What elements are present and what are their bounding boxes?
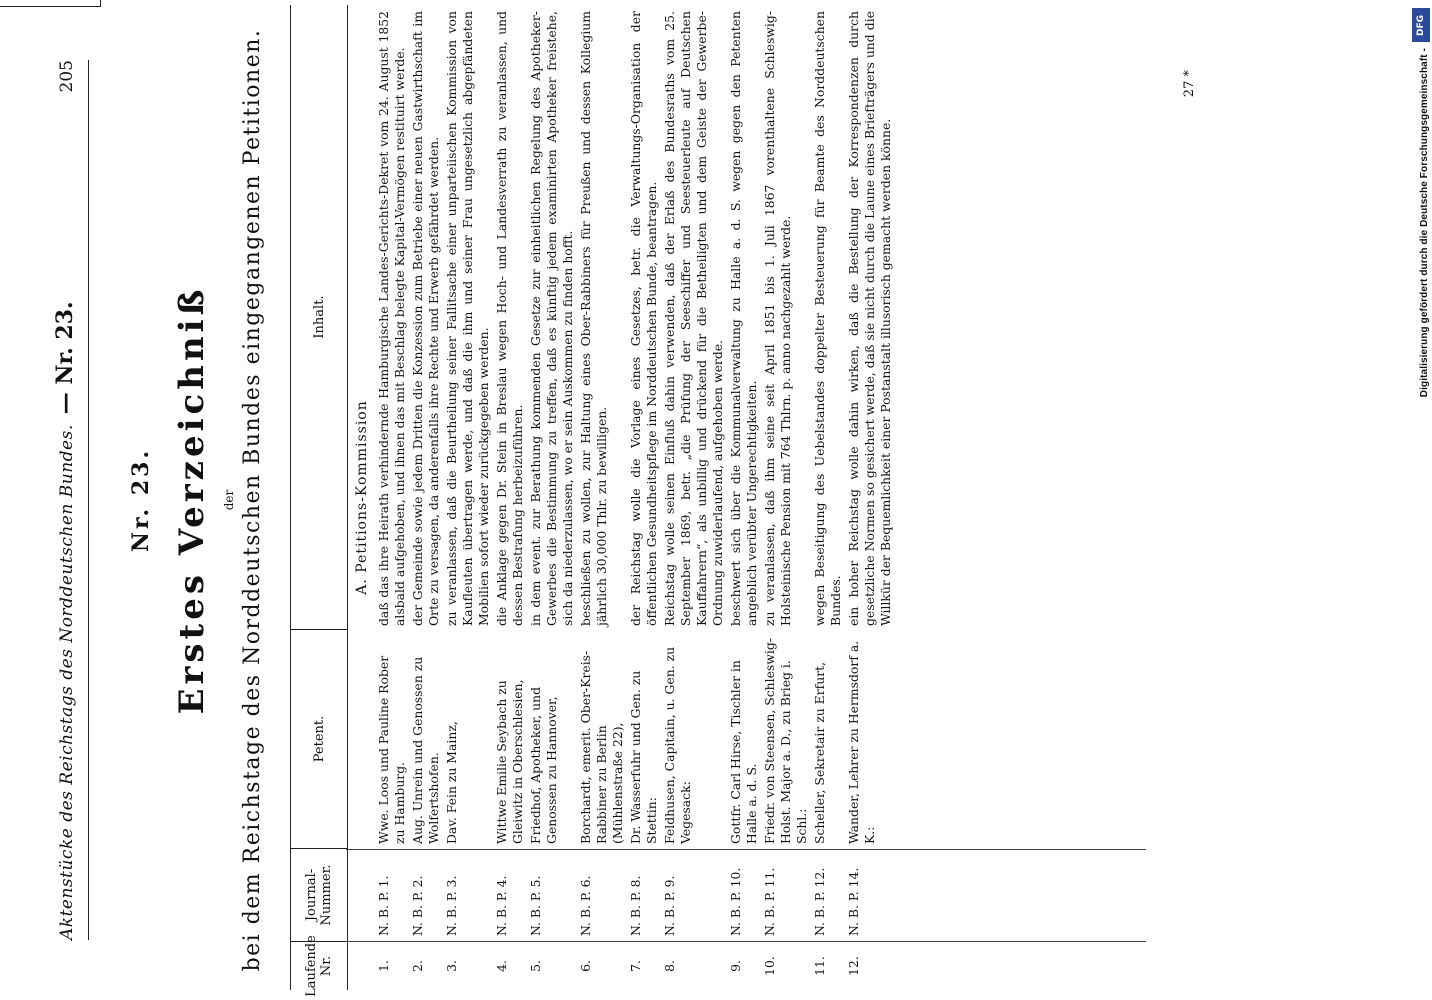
column-rule [346, 941, 1146, 942]
row-petent: Wittwe Emilie Seybach zu Gleiwitz in Oberschlesien, [494, 679, 525, 844]
table-row [492, 5, 526, 990]
row-journal: N. B. P. 5. [528, 875, 543, 936]
table-body [374, 5, 894, 990]
table-row [626, 5, 660, 990]
table-row [660, 5, 726, 990]
row-journal: N. B. P. 3. [444, 875, 459, 936]
table-row [810, 5, 844, 990]
header-petent: Petent. [291, 629, 347, 848]
running-head [52, 60, 78, 940]
row-inhalt: zu veranlassen, daß die Beurtheilung seiner Fallitsache einer unparteiischen Kommission von Kaufleuten übertragen werde, und daß die ihm und seiner Frau ungesetzlich abgepfändeten Mobilien sofort wieder zurückgegeben werden. [444, 11, 491, 626]
row-petent: Scheller, Sekretair zu Erfurt, [812, 661, 827, 844]
row-inhalt: in dem event. zur Berathung kommenden Gesetze zur einheitlichen Regelung des Apotheker-Gewerbes die Bestimmung zu treffen, daß es künftig jedem examinirten Apotheker freistehe, sich da niederzulassen, wo er sein Auskommen zu finden hofft. [528, 11, 575, 626]
row-petent: Friedr. von Steensen, Schleswig-Holst. Major a. D., zu Brieg i. Schl.: [762, 638, 809, 844]
page-number: 205 [57, 60, 77, 93]
dfg-logo: DFG [1412, 8, 1430, 42]
row-journal: N. B. P. 2. [410, 875, 425, 936]
row-journal: N. B. P. 1. [376, 875, 391, 936]
table-row [442, 5, 492, 990]
row-number: 4. [494, 960, 509, 972]
running-head-title: Aktenstücke des Reichstags des Norddeutschen Bundes. [57, 424, 77, 940]
row-petent: Dr. Wasserfuhr und Gen. zu Stettin: [628, 670, 659, 844]
row-number: 7. [628, 960, 643, 972]
row-number: 6. [578, 960, 593, 972]
header-journal-nummer: Journal-Nummer. [291, 848, 347, 941]
row-inhalt: Reichstag wolle seinen Einfluß dahin verwenden, daß der Erlaß des Bundesraths vom 25. September 1869, betr. „die Prüfung der Seeschiffer und Seesteuerleute auf Deutschen Kauffahrern“, als unbillig und drückend für die Betheiligten und dem Geiste der Gewerbe-Ordnung zuwiderlaufend, aufgehoben werde. [662, 11, 725, 626]
row-number: 12. [846, 956, 861, 976]
row-inhalt: beschließen zu wollen, zur Haltung eines Ober-Rabbiners für Preußen und dessen Kollegium jährlich 30,000 Thlr. zu bewilligen. [578, 11, 609, 626]
row-number: 9. [728, 960, 743, 972]
row-petent: Wander, Lehrer zu Hermsdorf a. K.: [846, 640, 877, 844]
petitions-table [290, 5, 894, 997]
row-journal: N. B. P. 10. [728, 867, 743, 936]
row-inhalt: daß das ihre Heirath verhindernde Hamburgische Landes-Gerichts-Dekret vom 24. August 1852 alsbald aufgehoben, und ihnen das mit Beschlag belegte Kapital-Vermögen restituirt werde. [376, 11, 407, 626]
row-petent: Gottfr. Carl Hirse, Tischler in Halle a. d. S. [728, 660, 759, 844]
header-rule [88, 60, 89, 940]
row-petent: Wwe. Loos und Pauline Rober zu Hamburg. [376, 655, 407, 844]
row-number: 10. [762, 956, 777, 976]
row-inhalt: wegen Beseitigung des Uebelstandes doppelter Besteuerung für Beamte des Norddeutschen Bundes. [812, 11, 843, 626]
table-row [760, 5, 810, 990]
column-rule [346, 849, 1146, 850]
table-row [374, 5, 408, 990]
table-row [408, 5, 442, 990]
table-header [290, 5, 348, 997]
row-inhalt: ein hoher Reichstag wolle dahin wirken, daß die Bestellung der Korrespondenzen durch gesetzliche Normen so gesichert werde, daß sie nicht durch die Laune eines Briefträgers und die Willkür der Bequemlichkeit einer Postanstalt illusorisch gemacht werden könne. [846, 11, 893, 626]
row-number: 1. [376, 960, 391, 972]
document-subtitle: bei dem Reichstage des Norddeutschen Bundes eingegangenen Petitionen. [240, 28, 265, 972]
document-der: der [222, 489, 236, 511]
document-number: Nr. 23. [128, 447, 154, 553]
row-journal: N. B. P. 8. [628, 875, 643, 936]
row-inhalt: beschwert sich über die Kommunalverwaltung zu Halle a. d. S. wegen gegen den Petenten angeblich verübter Ungerechtigkeiten. [728, 11, 759, 626]
row-journal: N. B. P. 4. [494, 875, 509, 936]
row-petent: Aug. Unrein und Genossen zu Wolfertshofen. [410, 656, 441, 844]
row-journal: N. B. P. 11. [762, 867, 777, 936]
section-heading: A. Petitions-Kommission [354, 400, 370, 595]
dfg-banner [1408, 8, 1430, 998]
row-inhalt: der Gemeinde sowie jedem Dritten die Konzession zum Betriebe einer neuen Gastwirthschaft im Orte zu versagen, da anderenfalls ihre Rechte und Erwerb gefährdet werden. [410, 11, 441, 626]
dfg-banner-text: Digitalisierung gefördert durch die Deutsche Forschungsgemeinschaft - [1419, 48, 1430, 398]
row-inhalt: die Anklage gegen Dr. Stein in Breslau wegen Hoch- und Landesverrath zu veranlassen, und dessen Bestrafung herbeizuführen. [494, 11, 525, 626]
table-row [576, 5, 626, 990]
row-petent: Dav. Fein zu Mainz, [444, 721, 459, 844]
table-row [844, 5, 894, 990]
row-journal: N. B. P. 12. [812, 867, 827, 936]
row-number: 11. [812, 956, 827, 976]
row-journal: N. B. P. 14. [846, 867, 861, 936]
signature-mark: 27 * [1182, 70, 1197, 98]
row-number: 3. [444, 960, 459, 972]
row-journal: N. B. P. 6. [578, 875, 593, 936]
table-row [726, 5, 760, 990]
row-number: 2. [410, 960, 425, 972]
row-inhalt: zu veranlassen, daß ihm seine seit April 1851 bis 1. Juli 1867 vorenthaltene Schleswig-Holsteinische Pension mit 764 Thlrn. p. anno nachgezahlt werde. [762, 11, 793, 626]
row-journal: N. B. P. 9. [662, 875, 677, 936]
header-inhalt: Inhalt. [311, 295, 327, 339]
row-petent: Borchardt, emerit. Ober-Kreis-Rabbiner zu Berlin (Mühlenstraße 22), [578, 650, 625, 844]
row-inhalt: der Reichstag wolle die Vorlage eines Gesetzes, betr. die Verwaltungs-Organisation der öffentlichen Gesundheitspflege im Norddeutschen Bunde, beantragen. [628, 11, 659, 626]
row-petent: Friedhof, Apotheker, und Genossen zu Hannover, [528, 686, 559, 844]
document-title: Erstes Verzeichniß [172, 285, 212, 715]
row-number: 8. [662, 960, 677, 972]
header-laufende-nr: Laufende Nr. [291, 941, 347, 990]
row-petent: Feldhusen, Capitain, u. Gen. zu Vegesack: [662, 646, 693, 844]
running-head-number: — Nr. 23. [52, 301, 78, 415]
table-row [526, 5, 576, 990]
row-number: 5. [528, 960, 543, 972]
